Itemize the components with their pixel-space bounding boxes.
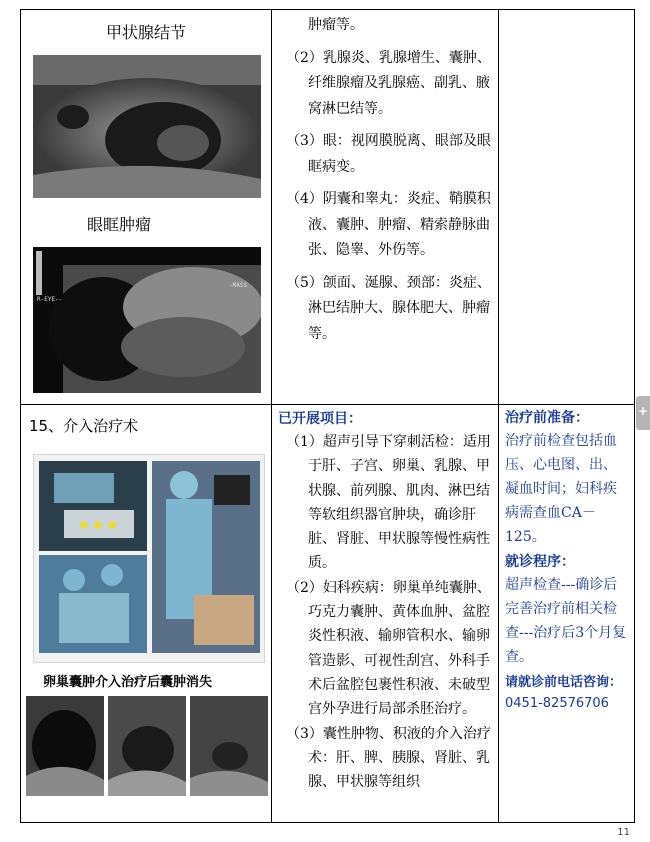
caption-thyroid-nodule: 甲状腺结节 [105,23,186,42]
indications-list [272,10,498,347]
orbital-ultrasound-image [33,247,261,393]
procedure-text: 超声检查---确诊后完善治疗前相关检查---治疗后3个月复查。 [505,577,627,665]
project-biopsy: （1）超声引导下穿刺活检：适用于肝、子宫、卵巢、乳腺、甲状腺、前列腺、肌肉、淋巴结等软组织器官肿块，确诊肝脏、肾脏、甲状腺等慢性病性质。 [286,434,491,572]
prep-text: 治疗前检查包括血压、心电图、出、凝血时间；妇科疾病需查血CA－125。 [505,433,617,545]
images-cell-top [21,10,272,405]
indication-breast: （2）乳腺炎、乳腺增生、囊肿、纤维腺瘤及乳腺癌、副乳、腋窝淋巴结等。 [286,49,491,117]
orbit-mass-label: -MASS [229,282,248,289]
section-title [29,415,271,436]
treatment-info-cell [499,405,635,823]
indication-neck: （5）颌面、涎腺、颈部：炎症、淋巴结肿大、腺体肥大、肿瘤等。 [286,274,491,342]
orbit-eye-label: R-EYE-- [37,296,63,303]
side-expand-tab[interactable] [636,396,650,430]
content-table [20,9,635,823]
page-number: 11 [617,827,630,838]
projects-heading: 已开展项目： [278,411,362,427]
cyst-ultrasound-1 [26,696,104,796]
indication-scrotum: （4）阴囊和睾丸：炎症、鞘膜积液、囊肿、肿瘤、精索静脉曲张、隐睾、外伤等。 [286,191,491,258]
indications-cell-top [272,10,499,405]
project-cyst-therapy: （3）囊性肿物、积液的介入治疗术：肝、脾、胰腺、肾脏、乳腺、甲状腺等组织 [286,725,491,791]
prep-heading: 治疗前准备： [505,410,589,426]
images-cell-bottom [21,405,272,823]
cyst-ultrasound-3 [190,696,268,796]
indication-eye: （3）眼：视网膜脱离、眼部及眼眶病变。 [286,133,491,175]
procedure-heading: 就诊程序： [505,554,575,570]
thyroid-ultrasound-image [33,55,261,198]
indication-line: 肿瘤等。 [308,17,364,33]
intervention-photo-collage [33,454,265,663]
photo-caption: 卵巢囊肿介入治疗后囊肿消失 [43,675,213,690]
cyst-ultrasound-row [26,696,271,796]
empty-cell-top [499,10,635,405]
phone-number: 0451-82576706 [505,696,609,711]
projects-cell [272,405,499,823]
project-gynecology: （2）妇科疾病：卵巢单纯囊肿、巧克力囊肿、黄体血肿、盆腔炎性积液、输卵管积水、输卵管造影、可视性刮宫、外科手术后盆腔包裹性积液、未破型宫外孕进行局部杀胚治疗。 [286,579,491,718]
plus-icon: + [638,404,649,418]
cyst-ultrasound-2 [108,696,186,796]
section-title-text: 15、介入治疗术 [29,417,139,435]
phone-heading: 请就诊前电话咨询： [505,675,623,690]
projects-list [272,428,498,794]
caption-orbital-tumor: 眼眶肿瘤 [87,215,152,234]
